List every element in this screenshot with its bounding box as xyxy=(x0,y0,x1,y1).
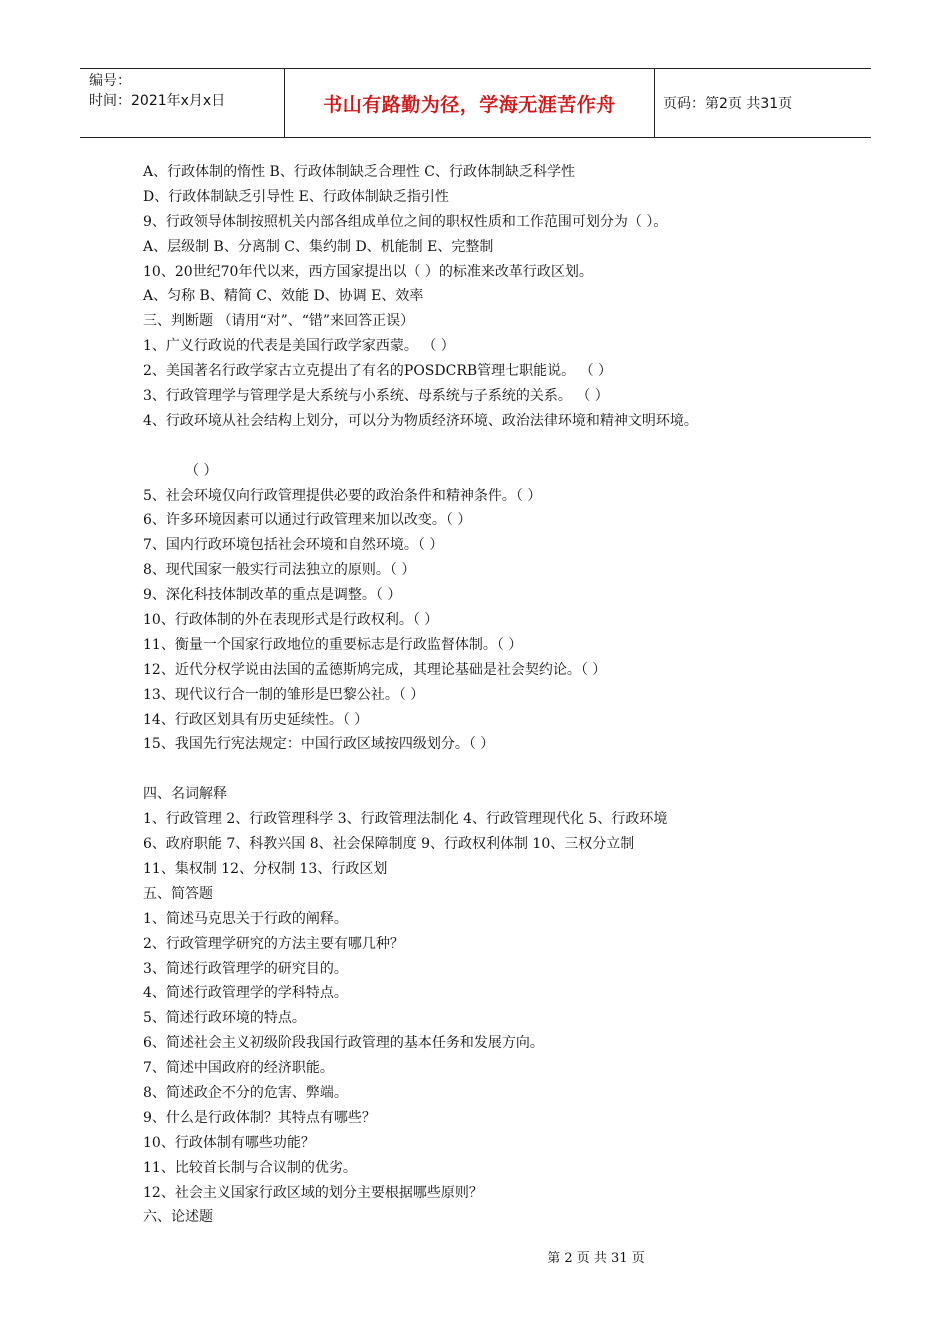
text-line: 11、集权制 12、分权制 13、行政区划 xyxy=(143,860,388,877)
serial-number-label: 编号： xyxy=(89,73,131,89)
text-line: 3、简述行政管理学的研究目的。 xyxy=(143,960,348,977)
text-line: 4、行政环境从社会结构上划分，可以分为物质经济环境、政治法律环境和精神文明环境。 xyxy=(143,412,698,429)
text-line: 10、行政体制有哪些功能？ xyxy=(143,1134,315,1151)
text-line: A、匀称 B、精简 C、效能 D、协调 E、效率 xyxy=(143,288,424,305)
text-line: A、行政体制的惰性 B、行政体制缺乏合理性 C、行政体制缺乏科学性 xyxy=(143,164,576,180)
text-line: 9、行政领导体制按照机关内部各组成单位之间的职权性质和工作范围可划分为（ ）。 xyxy=(143,213,668,230)
text-line: 6、政府职能 7、科教兴国 8、社会保障制度 9、行政权利体制 10、三权分立制 xyxy=(143,836,635,853)
header-page-cell xyxy=(655,69,871,137)
text-line: 10、行政体制的外在表现形式是行政权利。（ ） xyxy=(143,612,439,629)
page-info: 页码：第2页 共31页 xyxy=(663,96,793,112)
text-line: 1、简述马克思关于行政的阐释。 xyxy=(143,910,348,927)
page-footer xyxy=(0,1247,950,1266)
motto-text: 书山有路勤为径，学海无涯苦作舟 xyxy=(323,93,616,116)
text-line: 7、简述中国政府的经济职能。 xyxy=(143,1060,334,1077)
section-heading: 六、论述题 xyxy=(143,1209,213,1226)
text-line: 6、许多环境因素可以通过行政管理来加以改变。（ ） xyxy=(143,512,472,529)
text-line: （ ） xyxy=(185,462,218,479)
text-line: 11、衡量一个国家行政地位的重要标志是行政监督体制。（ ） xyxy=(143,636,523,653)
text-line: 9、什么是行政体制？其特点有哪些？ xyxy=(143,1109,376,1126)
text-line: 4、简述行政管理学的学科特点。 xyxy=(143,985,348,1002)
text-line: 1、行政管理 2、行政管理科学 3、行政管理法制化 4、行政管理现代化 5、行政环境 xyxy=(143,811,668,828)
text-line: 5、社会环境仅向行政管理提供必要的政治条件和精神条件。（ ） xyxy=(143,487,542,504)
text-line: 12、社会主义国家行政区域的划分主要根据哪些原则？ xyxy=(143,1184,483,1201)
text-line: 13、现代议行合一制的雏形是巴黎公社。（ ） xyxy=(143,686,425,703)
text-line: 2、美国著名行政学家古立克提出了有名的POSDCRB管理七职能说。 （ ） xyxy=(143,363,613,380)
section-heading: 五、简答题 xyxy=(143,885,213,902)
blank-line xyxy=(143,434,843,459)
text-line: 8、简述政企不分的危害、弊端。 xyxy=(143,1084,348,1101)
text-line: A、层级制 B、分离制 C、集约制 D、机能制 E、完整制 xyxy=(143,238,494,255)
text-line: 9、深化科技体制改革的重点是调整。（ ） xyxy=(143,587,402,604)
date-label: 时间：2021年x月x日 xyxy=(89,93,226,109)
text-line: 15、我国先行宪法规定：中国行政区域按四级划分。（ ） xyxy=(143,736,495,753)
footer-page-number: 第 2 页 共 31 页 xyxy=(547,1251,645,1266)
text-line: 10、20世纪70年代以来，西方国家提出以（ ）的标准来改革行政区划。 xyxy=(143,263,593,280)
text-line: 7、国内行政环境包括社会环境和自然环境。（ ） xyxy=(143,537,444,554)
header-motto-cell xyxy=(285,69,655,137)
header-meta-cell xyxy=(80,69,285,137)
text-line: 14、行政区划具有历史延续性。（ ） xyxy=(143,711,369,728)
text-line: 11、比较首长制与合议制的优劣。 xyxy=(143,1159,357,1176)
text-line: 8、现代国家一般实行司法独立的原则。（ ） xyxy=(143,562,416,579)
section-heading: 三、判断题 （请用“对”、“错”来回答正误） xyxy=(143,313,415,330)
text-line: 2、行政管理学研究的方法主要有哪几种？ xyxy=(143,935,404,952)
text-line: D、行政体制缺乏引导性 E、行政体制缺乏指引性 xyxy=(143,188,449,205)
blank-line xyxy=(143,757,843,782)
text-line: 3、行政管理学与管理学是大系统与小系统、母系统与子系统的关系。 （ ） xyxy=(143,388,609,405)
text-line: 6、简述社会主义初级阶段我国行政管理的基本任务和发展方向。 xyxy=(143,1035,544,1052)
text-line: 1、广义行政说的代表是美国行政学家西蒙。 （ ） xyxy=(143,338,455,355)
text-line: 12、近代分权学说由法国的孟德斯鸠完成，其理论基础是社会契约论。（ ） xyxy=(143,661,607,678)
section-heading: 四、名词解释 xyxy=(143,786,227,803)
document-body xyxy=(143,160,843,1230)
page-header xyxy=(80,68,871,138)
text-line: 5、简述行政环境的特点。 xyxy=(143,1010,306,1027)
